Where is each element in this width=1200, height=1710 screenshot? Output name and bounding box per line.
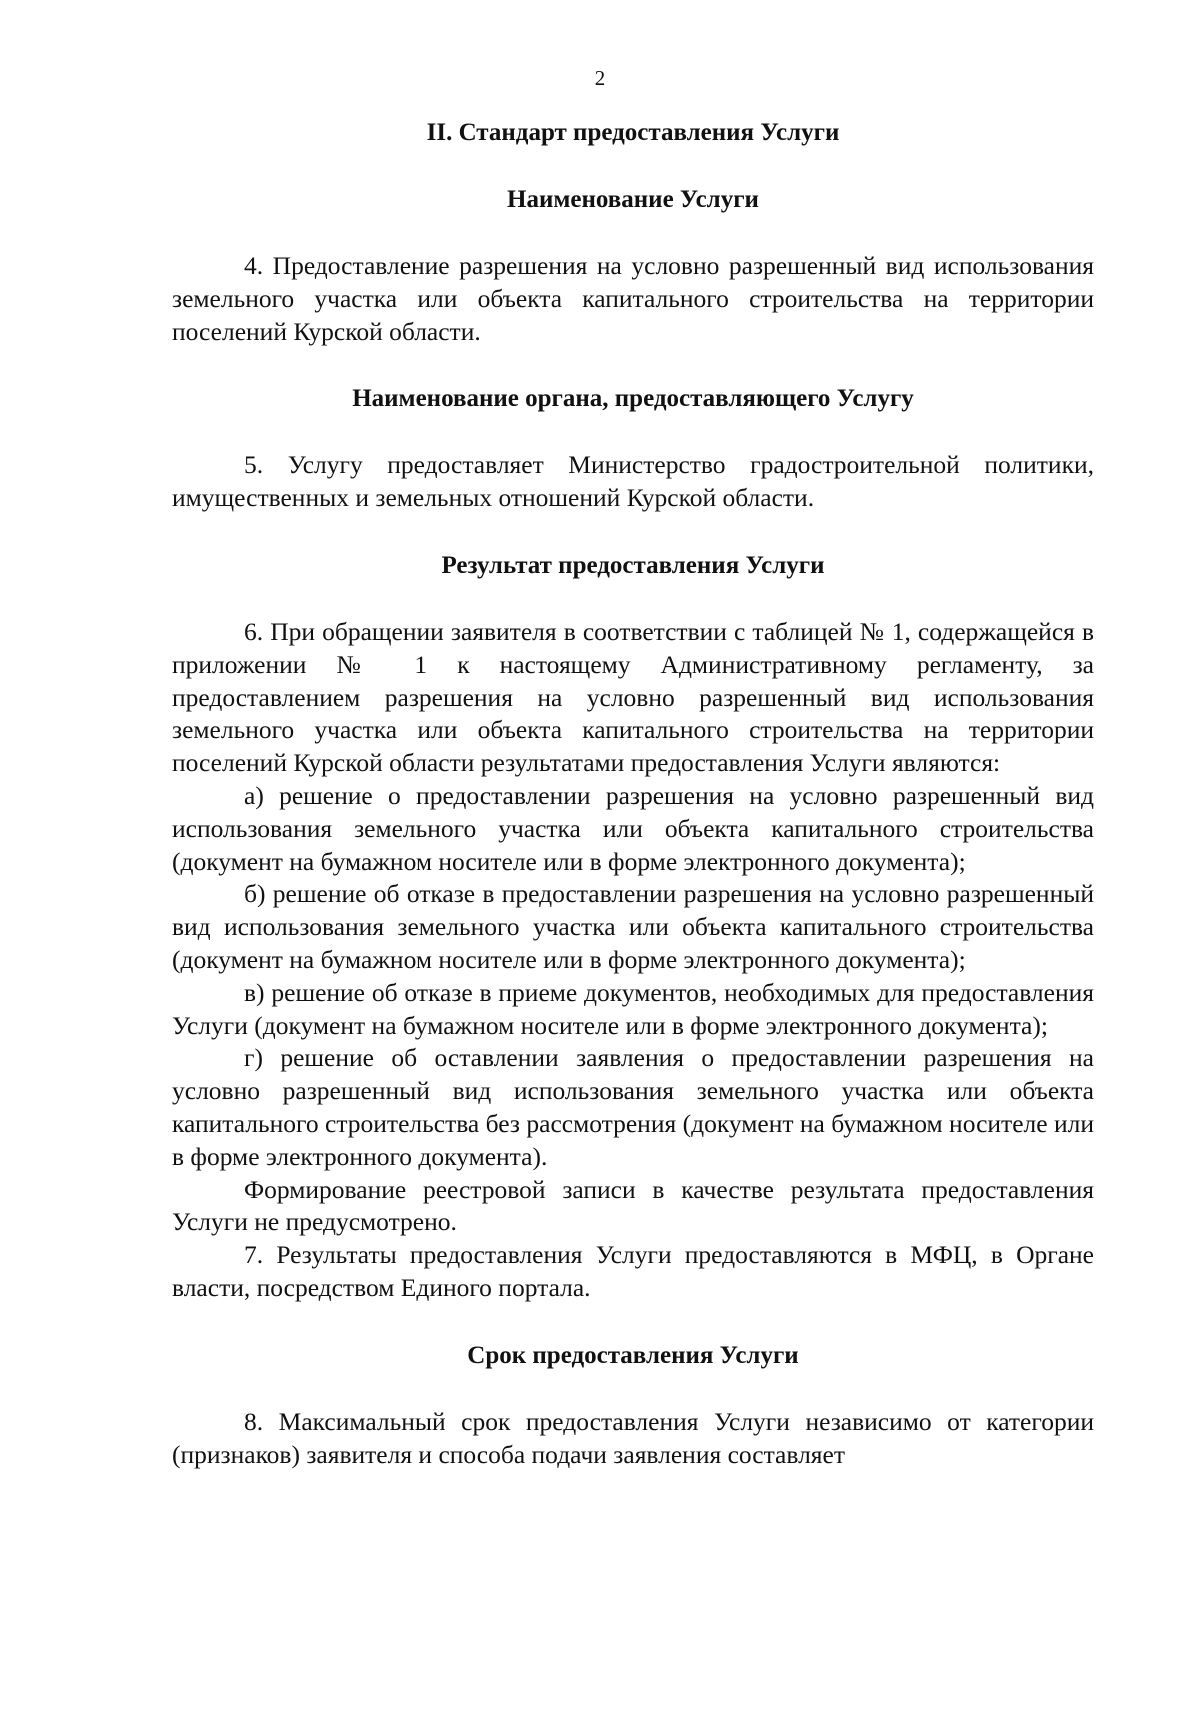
paragraph-registry-note: Формирование реестровой записи в качестве результата предоставления Услуги не предусмотрено.	[172, 1174, 1094, 1237]
section-title-result: Результат предоставления Услуги	[441, 551, 825, 579]
paragraph-6a: а) решение о предоставлении разрешения на условно разрешенный вид использования земельного участка или объекта капитального строительства (документ на бумажном носителе или в форме электронного документа);	[172, 780, 1094, 876]
section-title-term: Срок предоставления Услуги	[467, 1341, 799, 1369]
section-title-authority: Наименование органа, предоставляющего Услугу	[352, 385, 914, 413]
section-title-service-name: Наименование Услуги	[507, 186, 759, 213]
paragraph-6b: б) решение об отказе в предоставлении разрешения на условно разрешенный вид использования земельного участка или объекта капитального строительства (документ на бумажном носителе или в форме электронного документа);	[172, 879, 1094, 974]
paragraph-8: 8. Максимальный срок предоставления Услуги независимо от категории (признаков) заявителя и способа подачи заявления составляет	[172, 1406, 1094, 1469]
page-number: 2	[594, 66, 606, 90]
paragraph-5: 5. Услугу предоставляет Министерство градостроительной политики, имущественных и земельных отношений Курской области.	[172, 450, 1094, 513]
paragraph-4: 4. Предоставление разрешения на условно разрешенный вид использования земельного участка или объекта капитального строительства на территории поселений Курской области.	[172, 251, 1094, 346]
paragraph-6v: в) решение об отказе в приеме документов, необходимых для предоставления Услуги (документ на бумажном носителе или в форме электронного документа);	[172, 977, 1094, 1040]
paragraph-6: 6. При обращении заявителя в соответствии с таблицей № 1, содержащейся в приложении № 1 к настоящему Административному регламенту, за предоставлением разрешения на условно разрешенный вид использования земельного участка или объекта капитального строительства на территории поселений Курской области результатами предоставления Услуги являются:	[172, 616, 1094, 778]
document-body	[172, 116, 1094, 1471]
paragraph-6g: г) решение об оставлении заявления о предоставлении разрешения на условно разрешенный вид использования земельного участка или объекта капитального строительства без рассмотрения (документ на бумажном носителе или в форме электронного документа).	[172, 1043, 1094, 1171]
section-title-standard: II. Стандарт предоставления Услуги	[426, 119, 840, 146]
paragraph-7: 7. Результаты предоставления Услуги предоставляются в МФЦ, в Органе власти, посредством Единого портала.	[172, 1240, 1094, 1302]
